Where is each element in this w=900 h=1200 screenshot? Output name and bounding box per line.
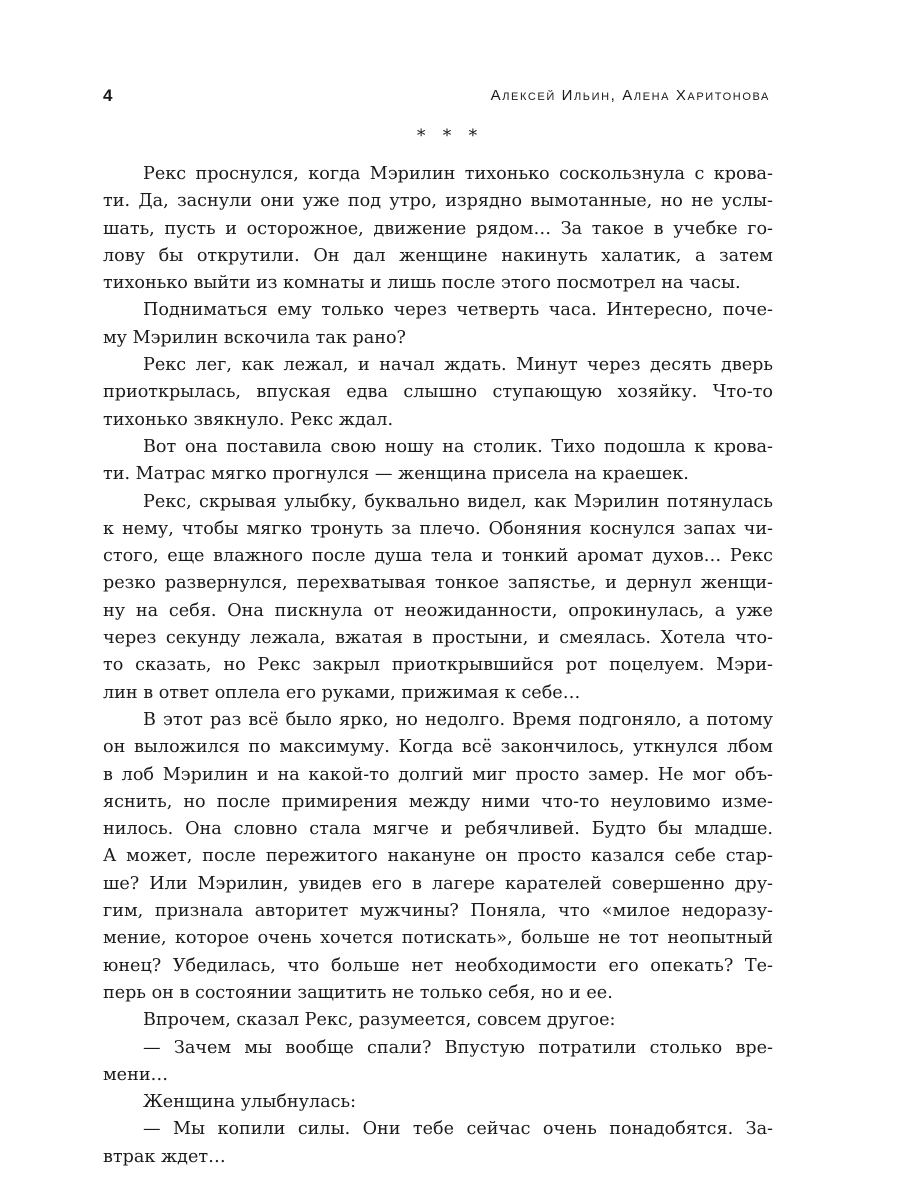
text-line: он выложился по максимуму. Когда всё закончилось, уткнулся лбом: [103, 737, 773, 758]
text-line: то сказать, но Рекс закрыл приоткрывшийся рот поцелуем. Мэри-: [103, 655, 773, 676]
text-line: к нему, чтобы мягко тронуть за плечо. Обоняния коснулся запах чи-: [103, 518, 773, 539]
text-line: через секунду лежала, вжатая в простыни, и смеялась. Хотела что-: [103, 628, 773, 649]
text-line: перь он в состоянии защитить не только себя, но и ее.: [103, 982, 613, 1003]
text-line: Рекс проснулся, когда Мэрилин тихонько соскользнула с крова-: [143, 164, 773, 184]
text-line: втрак ждет…: [103, 1146, 226, 1167]
text-line: гим, признала авторитет мужчины? Поняла, что «милое недоразу-: [103, 901, 773, 922]
text-line: юнец? Убедилась, что больше нет необходимости его опекать? Те-: [103, 955, 773, 976]
text-line: яснить, но после примирения между ними что-то неуловимо изме-: [103, 791, 773, 812]
text-line: тихонько выйти из комнаты и лишь после этого посмотрел на часы.: [103, 273, 741, 294]
body-text: [103, 161, 773, 1171]
text-line: — Зачем мы вообще спали? Впустую потратили столько вре-: [143, 1037, 773, 1058]
text-line: приоткрылась, впуская едва слышно ступающую хозяйку. Что-то: [103, 382, 773, 403]
text-line: — Мы копили силы. Они тебе сейчас очень понадобятся. За-: [143, 1119, 773, 1140]
text-line: Женщина улыбнулась:: [143, 1092, 357, 1113]
text-line: лин в ответ оплела его руками, прижимая к себе…: [103, 682, 581, 703]
text-line: в лоб Мэрилин и на какой-то долгий миг просто замер. Не мог объ-: [103, 764, 773, 785]
text-line: ти. Матрас мягко прогнулся — женщина присела на краешек.: [103, 464, 689, 485]
text-line: нилось. Она словно стала мягче и ребячливей. Будто бы младше.: [103, 819, 773, 840]
text-line: В этот раз всё было ярко, но недолго. Время подгоняло, а потому: [143, 709, 773, 730]
text-line: Вот она поставила свою ношу на столик. Тихо подошла к крова-: [143, 436, 773, 457]
text-line: шать, пусть и осторожное, движение рядом… За такое в учебке го-: [103, 218, 773, 239]
text-line: мени…: [103, 1064, 169, 1085]
scene-break: * * *: [416, 126, 484, 146]
text-line: Подниматься ему только через четверть часа. Интересно, поче-: [143, 300, 773, 321]
text-line: мение, которое очень хочется потискать», больше не тот неопытный: [103, 928, 773, 949]
running-title: Алексей Ильин, Алена Харитонова: [490, 87, 770, 104]
text-line: му Мэрилин вскочила так рано?: [103, 327, 406, 348]
text-line: ну на себя. Она пискнула от неожиданности, опрокинулась, а уже: [103, 600, 773, 621]
page-number: 4: [103, 86, 113, 105]
text-line: лову бы открутили. Он дал женщине накинуть халатик, а затем: [103, 245, 773, 266]
text-line: тихонько звякнуло. Рекс ждал.: [103, 409, 394, 430]
text-line: стого, еще влажного после душа тела и тонкий аромат духов… Рекс: [103, 546, 773, 567]
text-line: Впрочем, сказал Рекс, разумеется, совсем другое:: [143, 1010, 616, 1031]
text-line: резко развернулся, перехватывая тонкое запястье, и дернул женщи-: [103, 573, 773, 594]
text-line: Рекс лег, как лежал, и начал ждать. Минут через десять дверь: [143, 355, 773, 376]
text-line: Рекс, скрывая улыбку, буквально видел, как Мэрилин потянулась: [143, 491, 773, 512]
text-line: А может, после пережитого накануне он просто казался себе стар-: [103, 846, 773, 867]
text-line: ше? Или Мэрилин, увидев его в лагере карателей совершенно дру-: [103, 873, 773, 894]
text-line: ти. Да, заснули они уже под утро, изрядно вымотанные, но не услы-: [103, 191, 773, 212]
